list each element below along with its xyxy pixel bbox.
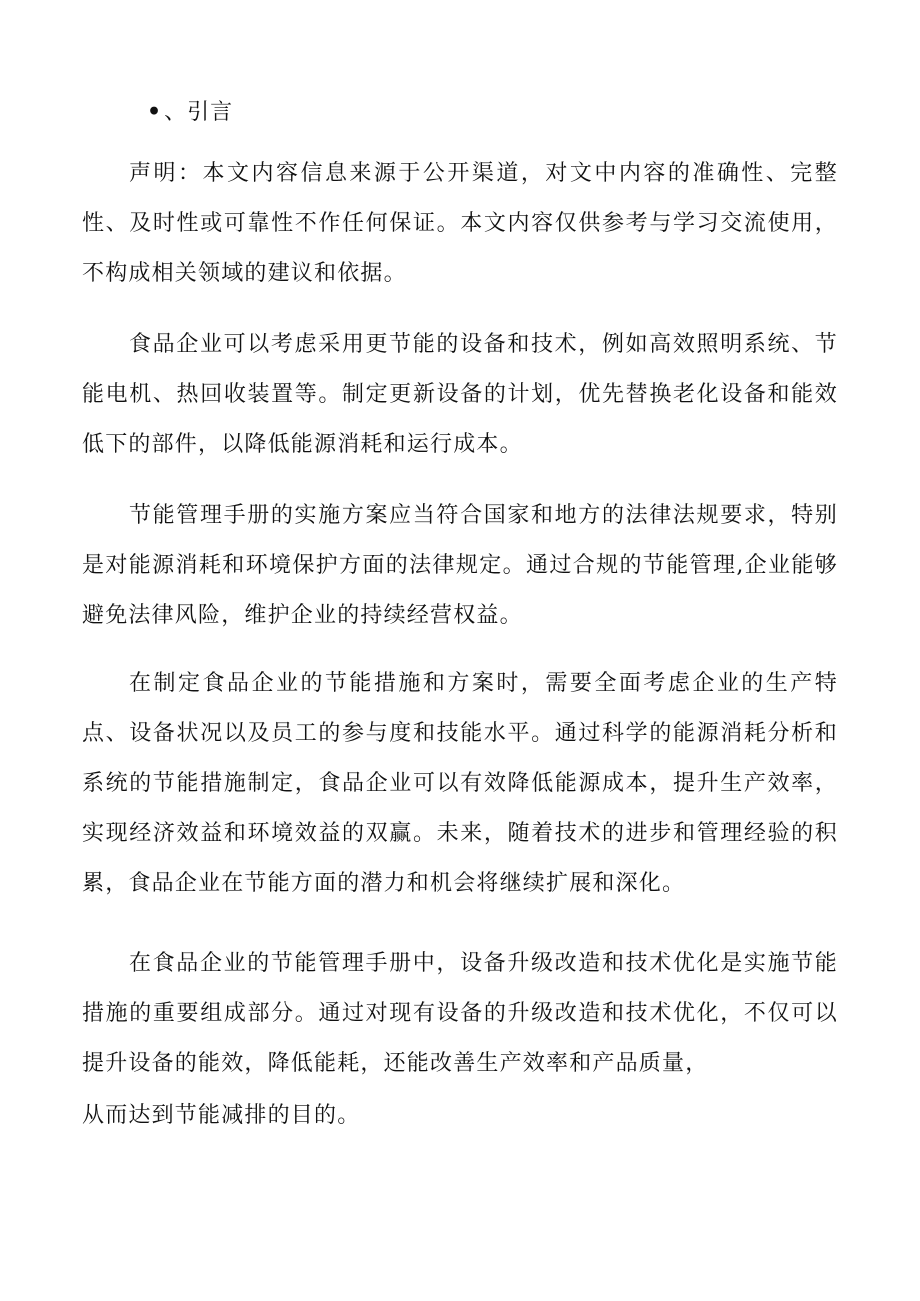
disclaimer-paragraph: 声明：本文内容信息来源于公开渠道，对文中内容的准确性、完整性、及时性或可靠性不作任何保证。本文内容仅供参考与学习交流使用，不构成相关领域的建议和依据。 (82, 161, 838, 286)
section-heading (147, 96, 233, 129)
section-heading-text: 、引言 (164, 100, 234, 125)
equipment-paragraph: 食品企业可以考虑采用更节能的设备和技术，例如高效照明系统、节能电机、热回收装置等。制定更新设备的计划，优先替换老化设备和能效低下的部件，以降低能源消耗和运行成本。 (82, 332, 838, 457)
closing-line: 从而达到节能减排的目的。 (82, 1103, 361, 1128)
bullet-icon: • (147, 99, 163, 125)
compliance-paragraph: 节能管理手册的实施方案应当符合国家和地方的法律法规要求，特别是对能源消耗和环境保护方面的法律规定。通过合规的节能管理,企业能够避免法律风险，维护企业的持续经营权益。 (82, 503, 838, 628)
upgrade-paragraph: 在食品企业的节能管理手册中，设备升级改造和技术优化是实施节能措施的重要组成部分。通过对现有设备的升级改造和技术优化，不仅可以提升设备的能效，降低能耗，还能改善生产效率和产品质量， (82, 951, 838, 1076)
measures-paragraph: 在制定食品企业的节能措施和方案时，需要全面考虑企业的生产特点、设备状况以及员工的参与度和技能水平。通过科学的能源消耗分析和系统的节能措施制定，食品企业可以有效降低能源成本，提升生产效率，实现经济效益和环境效益的双赢。未来，随着技术的进步和管理经验的积累，食品企业在节能方面的潜力和机会将继续扩展和深化。 (82, 671, 838, 896)
